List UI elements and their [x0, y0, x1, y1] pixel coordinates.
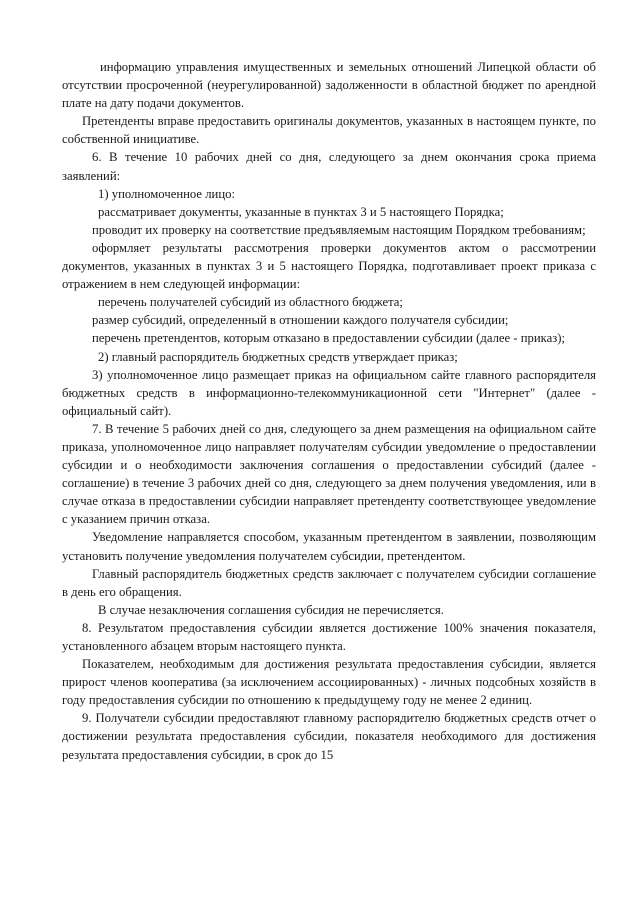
paragraph: 6. В течение 10 рабочих дней со дня, следующего за днем окончания срока приема заявлений:	[62, 150, 596, 183]
paragraph: рассматривает документы, указанные в пунктах 3 и 5 настоящего Порядка;	[98, 204, 504, 219]
paragraph: перечень претендентов, которым отказано в предоставлении субсидии (далее - приказ);	[92, 331, 566, 346]
paragraph: 1) уполномоченное лицо:	[98, 186, 235, 201]
paragraph: 2) главный распорядитель бюджетных средств утверждает приказ;	[98, 349, 458, 364]
paragraph: размер субсидий, определенный в отношении каждого получателя субсидии;	[92, 313, 509, 328]
document-body	[62, 58, 596, 764]
paragraph: Уведомление направляется способом, указанным претендентом в заявлении, позволяющим установить получение уведомления получателем субсидии, претендентом.	[62, 530, 596, 563]
paragraph: 7. В течение 5 рабочих дней со дня, следующего за днем размещения на официальном сайте приказа, уполномоченное лицо направляет получателям субсидии уведомление о предоставлении субсидии и о необходимости заключения соглашения о предоставлении субсидий (далее - соглашение) в течение 3 рабочих дней со дня, следующего за днем получения уведомления, или в случае отказа в предоставлении субсидии направляет претенденту соответствующее уведомление с указанием причин отказа.	[62, 421, 596, 527]
paragraph: Главный распорядитель бюджетных средств заключает с получателем субсидии соглашение в день его обращения.	[62, 566, 596, 599]
paragraph: Претенденты вправе предоставить оригиналы документов, указанных в настоящем пункте, по собственной инициативе.	[62, 114, 596, 147]
paragraph: оформляет результаты рассмотрения проверки документов актом о рассмотрении документов, указанных в пунктах 3 и 5 настоящего Порядка, подготавливает проект приказа с отражением в нем следующей информации:	[62, 240, 596, 292]
paragraph: 8. Результатом предоставления субсидии является достижение 100% значения показателя, установленного абзацем вторым настоящего пункта.	[62, 620, 596, 653]
paragraph: Показателем, необходимым для достижения результата предоставления субсидии, является прирост членов кооператива (за исключением ассоциированных) - личных подсобных хозяйств в году предоставления субсидии по отношению к предыдущему году не менее 2 единиц.	[62, 657, 596, 708]
paragraph: 3) уполномоченное лицо размещает приказ на официальном сайте главного распорядителя бюджетных средств в информационно-телекоммуникационной сети "Интернет" (далее - официальный сайт).	[62, 367, 596, 418]
paragraph: перечень получателей субсидий из областного бюджета;	[98, 295, 403, 310]
paragraph: 9. Получатели субсидии предоставляют главному распорядителю бюджетных средств отчет о достижении результата предоставления субсидии, показателя необходимого для достижения результата предоставления субсидии, в срок до 15	[62, 711, 596, 762]
paragraph: проводит их проверку на соответствие предъявляемым настоящим Порядком требованиям;	[92, 222, 586, 237]
paragraph: В случае незаключения соглашения субсидия не перечисляется.	[98, 602, 444, 617]
paragraph: информацию управления имущественных и земельных отношений Липецкой области об отсутствии просроченной (неурегулированной) задолженности в областной бюджет по арендной плате на дату подачи документов.	[62, 60, 596, 111]
